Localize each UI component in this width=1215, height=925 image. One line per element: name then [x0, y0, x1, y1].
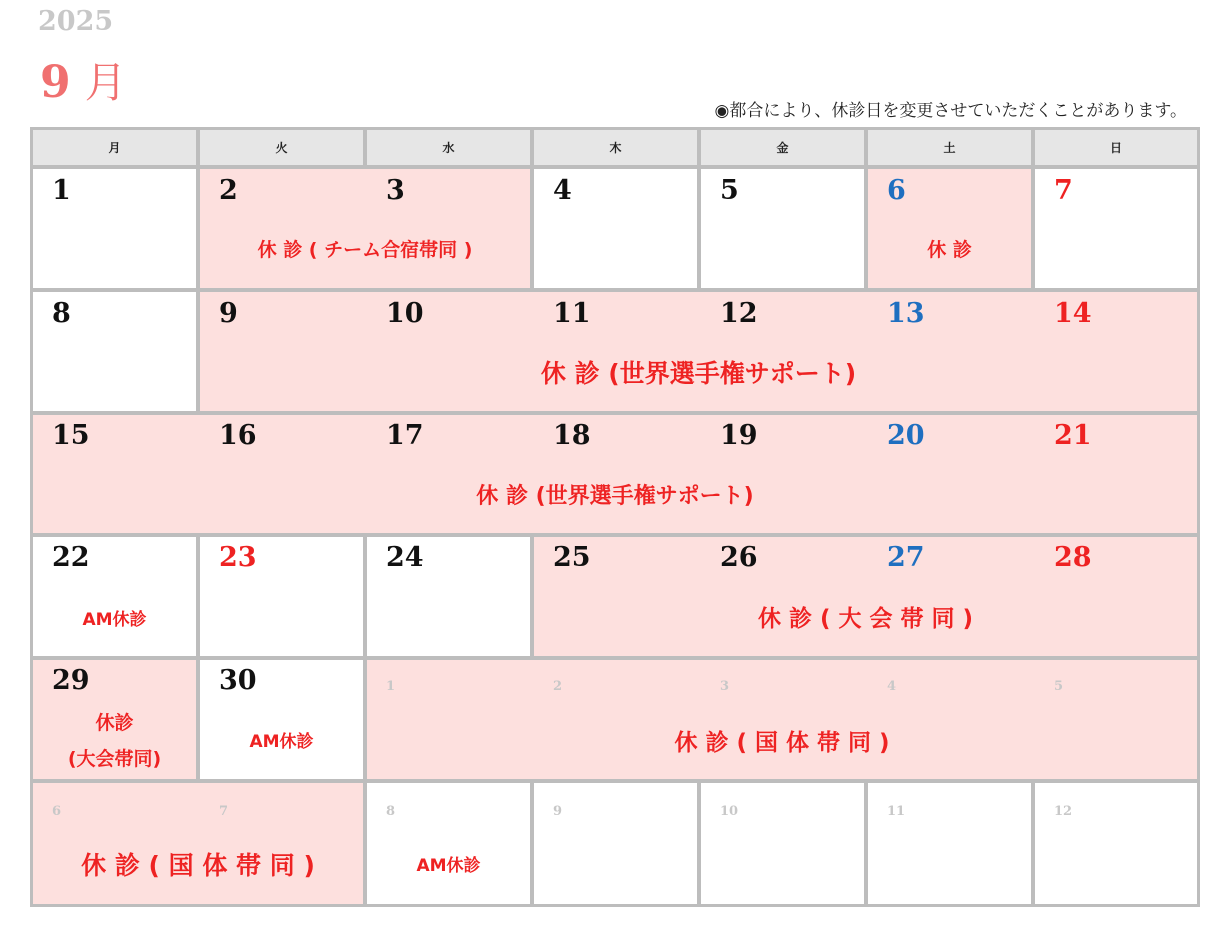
weekday-tue: 火: [200, 130, 363, 165]
day-number: 10: [386, 298, 424, 329]
closure-label: (大会帯同): [67, 748, 162, 770]
day-number-next-month: 1: [386, 679, 396, 694]
weekday-sat: 土: [868, 130, 1031, 165]
day-number: 11: [553, 298, 591, 329]
day-number: 8: [52, 298, 71, 329]
day-number: 4: [553, 175, 572, 206]
day-number-next-month: 6: [52, 804, 62, 819]
closure-label: 休 診 (世界選手権サポート): [476, 484, 754, 509]
year-label: 2025: [38, 6, 114, 37]
day-cell: [367, 783, 530, 904]
day-number-saturday: 27: [887, 542, 925, 573]
closed-block: [534, 537, 1197, 656]
day-number-saturday: 20: [887, 420, 925, 451]
day-number-next-month: 10: [720, 804, 739, 819]
day-number-next-month: 12: [1054, 804, 1073, 819]
day-cell: [701, 783, 864, 904]
day-number: 2: [219, 175, 238, 206]
schedule-notice: ◉都合により、休診日を変更させていただくことがあります。: [714, 101, 1187, 121]
closure-label: 休 診 ( 国 体 帯 同 ): [674, 730, 890, 756]
closed-block: [367, 660, 1197, 779]
day-number: 18: [553, 420, 591, 451]
day-number: 29: [52, 665, 90, 696]
day-cell: [1035, 783, 1197, 904]
day-number-sunday: 28: [1054, 542, 1092, 573]
day-number-next-month: 3: [720, 679, 730, 694]
day-cell: [868, 783, 1031, 904]
day-number: 9: [219, 298, 238, 329]
weekday-wed: 水: [367, 130, 530, 165]
closed-block: [33, 415, 1197, 533]
day-number-next-month: 7: [219, 804, 229, 819]
day-number: 5: [720, 175, 739, 206]
day-number-sunday: 14: [1054, 298, 1092, 329]
day-number: 25: [553, 542, 591, 573]
closure-label: 休 診 ( 国 体 帯 同 ): [81, 851, 315, 880]
day-number: 17: [386, 420, 424, 451]
calendar-grid: [30, 127, 1200, 907]
closure-label: 休 診 ( チーム合宿帯同 ): [257, 239, 473, 261]
day-number-holiday: 23: [219, 542, 257, 573]
day-number: 3: [386, 175, 405, 206]
month-number: 9: [40, 57, 71, 108]
day-number: 16: [219, 420, 257, 451]
weekday-fri: 金: [701, 130, 864, 165]
closed-block: [33, 783, 363, 904]
am-closure-label: AM休診: [82, 610, 147, 630]
day-number-saturday: 13: [887, 298, 925, 329]
day-number: 1: [52, 175, 71, 206]
weekday-mon: 月: [33, 130, 196, 165]
day-number-next-month: 8: [386, 804, 396, 819]
month-title: [40, 50, 127, 110]
day-number-next-month: 9: [553, 804, 563, 819]
weekday-sun: 日: [1035, 130, 1197, 165]
day-number: 24: [386, 542, 424, 573]
closure-label: 休 診 (世界選手権サポート): [540, 359, 857, 388]
day-cell: [534, 783, 697, 904]
day-number-sunday: 7: [1054, 175, 1073, 206]
day-number: 22: [52, 542, 90, 573]
weekday-thu: 木: [534, 130, 697, 165]
am-closure-label: AM休診: [416, 856, 481, 876]
day-number-saturday: 6: [887, 175, 906, 206]
closure-label: 休 診 ( 大 会 帯 同 ): [757, 606, 974, 632]
closed-block: [200, 292, 1197, 411]
closure-label: 休 診: [927, 239, 972, 261]
month-kanji: 月: [84, 58, 127, 107]
day-number: 15: [52, 420, 90, 451]
day-number-next-month: 4: [887, 679, 897, 694]
day-number: 19: [720, 420, 758, 451]
day-number-next-month: 2: [553, 679, 563, 694]
day-number-next-month: 5: [1054, 679, 1064, 694]
day-number: 12: [720, 298, 758, 329]
day-number: 30: [219, 665, 257, 696]
day-number-sunday: 21: [1054, 420, 1092, 451]
am-closure-label: AM休診: [249, 732, 314, 752]
closed-block: [200, 169, 530, 288]
day-number-next-month: 11: [887, 804, 906, 819]
day-number: 26: [720, 542, 758, 573]
closure-label: 休診: [95, 712, 134, 734]
